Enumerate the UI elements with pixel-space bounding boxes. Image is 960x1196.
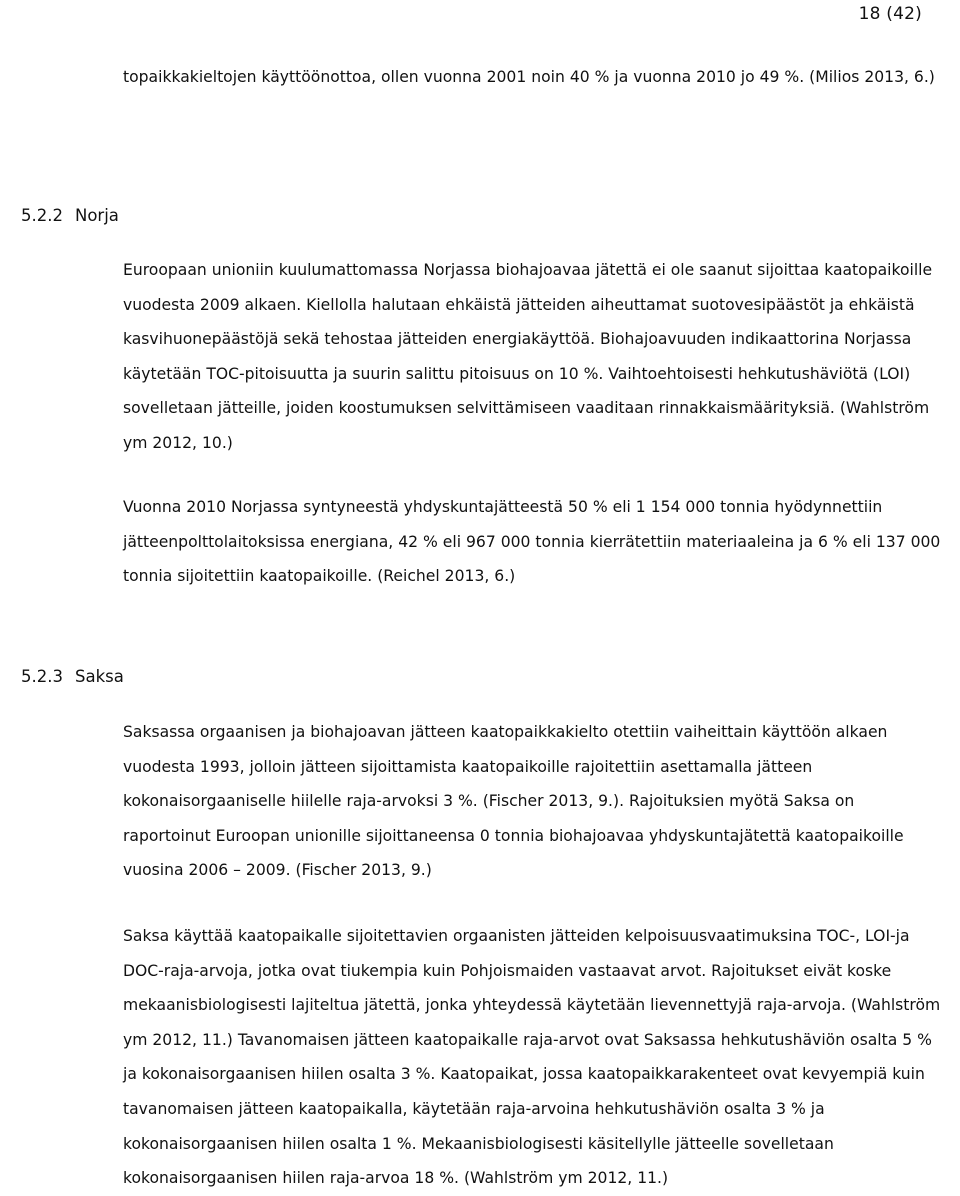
section-title: Saksa: [74, 667, 124, 686]
germany-paragraph-1: Saksassa orgaanisen ja biohajoavan jätteen kaatopaikkakielto otettiin vaiheittain käyttöön alkaen vuodesta 1993, jolloin jätteen sijoittamista kaatopaikoille rajoitettiin asettamalla jätteen kokonaisorgaaniselle hiilelle raja-arvoksi 3 %. (Fischer 2013, 9.). Rajoituksien myötä Saksa on raportoinut Euroopan unionille sijoittaneensa 0 tonnia biohajoavaa yhdyskuntajätettä kaatopaikoille vuosina 2006 – 2009. (Fischer 2013, 9.): [123, 723, 904, 880]
section-number: 5.2.2: [21, 206, 63, 225]
section-number: 5.2.3: [21, 667, 63, 686]
germany-paragraph-2: Saksa käyttää kaatopaikalle sijoitettavien orgaanisten jätteiden kelpoisuusvaatimuksina TOC-, LOI-ja DOC-raja-arvoja, jotka ovat tiukempia kuin Pohjoismaiden vastaavat arvot. Rajoitukset eivät koske mekaanisbiologisesti lajiteltua jätettä, jonka yhteydessä käytetään lievennettyjä raja-arvoja. (Wahlström ym 2012, 11.) Tavanomaisen jätteen kaatopaikalle raja-arvot ovat Saksassa hehkutushäviön osalta 5 % ja kokonaisorgaanisen hiilen osalta 3 %. Kaatopaikat, jossa kaatopaikkarakenteet ovat kevyempiä kuin tavanomaisen jätteen kaatopaikalla, käytetään raja-arvoina hehkutushäviön osalta 3 % ja kokonaisorgaanisen hiilen osalta 1 %. Mekaanisbiologisesti käsitellylle jätteelle sovelletaan kokonaisorgaanisen hiilen raja-arvoa 18 %. (Wahlström ym 2012, 11.): [123, 927, 941, 1188]
norway-paragraph-1: Euroopaan unioniin kuulumattomassa Norjassa biohajoavaa jätettä ei ole saanut sijoittaa kaatopaikoille vuodesta 2009 alkaen. Kiellolla halutaan ehkäistä jätteiden aiheuttamat suotovesipäästöt ja ehkäistä kasvihuonepäästöjä sekä tehostaa jätteiden energiakäyttöä. Biohajoavuuden indikaattorina Norjassa käytetään TOC-pitoisuutta ja suurin salittu pitoisuus on 10 %. Vaihtoehtoisesti hehkutushäviötä (LOI) sovelletaan jätteille, joiden koostumuksen selvittämiseen vaaditaan rinnakkaismäärityksiä. (Wahlström ym 2012, 10.): [123, 261, 933, 452]
intro-paragraph: topaikkakieltojen käyttöönottoa, ollen vuonna 2001 noin 40 % ja vuonna 2010 jo 49 %. (Milios 2013, 6.): [123, 68, 935, 86]
section-title: Norja: [74, 206, 119, 225]
page-number: 18 (42): [858, 4, 922, 24]
section-heading-norway: [21, 199, 119, 233]
section-heading-germany: [21, 660, 124, 694]
norway-paragraph-2: Vuonna 2010 Norjassa syntyneestä yhdyskuntajätteestä 50 % eli 1 154 000 tonnia hyödynnettiin jätteenpolttolaitoksissa energiana, 42 % eli 967 000 tonnia kierrätettiin materiaaleina ja 6 % eli 137 000 tonnia sijoitettiin kaatopaikoille. (Reichel 2013, 6.): [123, 498, 941, 586]
